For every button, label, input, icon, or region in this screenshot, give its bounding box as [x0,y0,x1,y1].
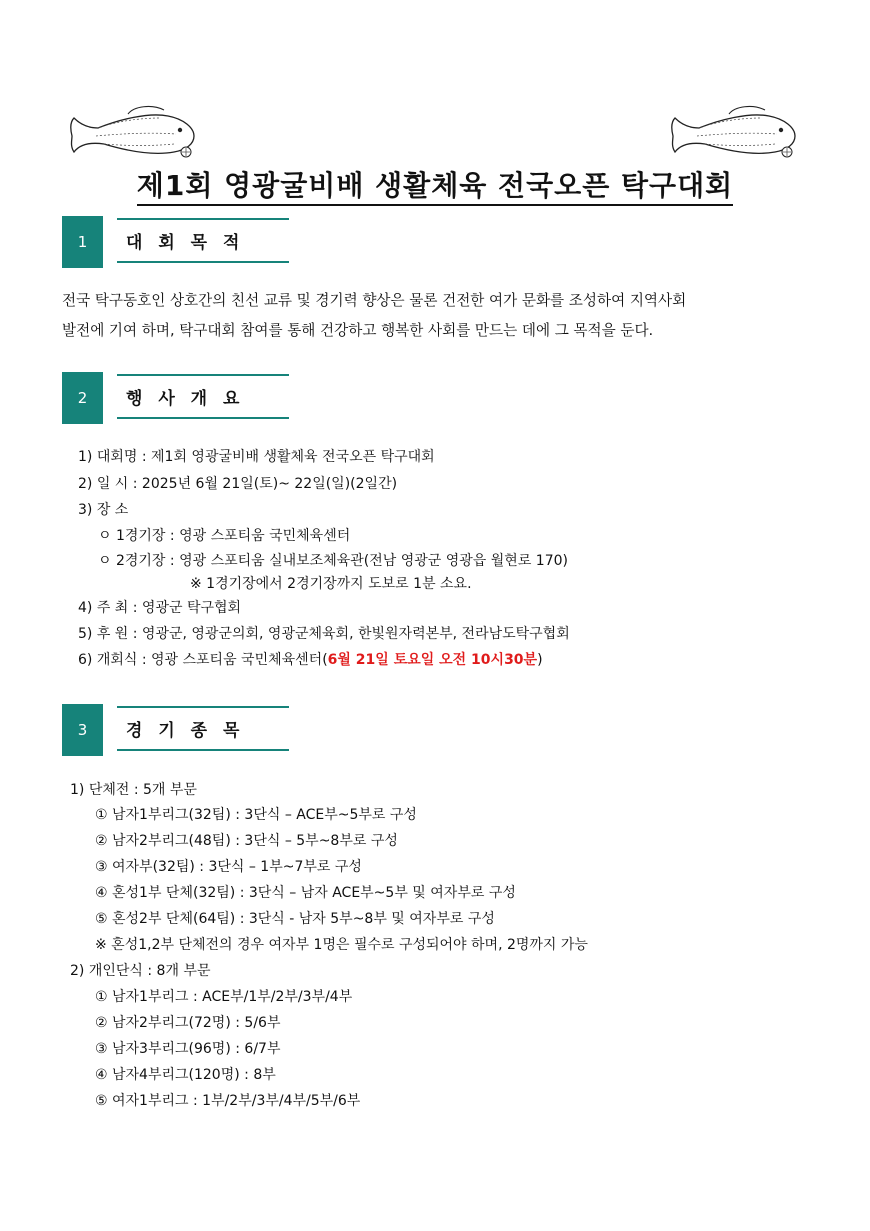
purpose-line: 발전에 기여 하며, 탁구대회 참여를 통해 건강하고 행복한 사회를 만드는 데에 그 목적을 둔다. [62,322,654,339]
team-event-note: ※ 혼성1,2부 단체전의 경우 여자부 1명은 필수로 구성되어야 하며, 2명까지 가능 [95,937,588,953]
overview-item: 2) 일 시 : 2025년 6월 21일(토)~ 22일(일)(2일간) [78,476,398,492]
team-events-heading: 1) 단체전 : 5개 부문 [70,782,197,798]
section-label: 대 회 목 적 [117,218,289,263]
single-event-item: ⑤ 여자1부리그 : 1부/2부/3부/4부/5부/6부 [95,1093,361,1109]
team-event-item: ① 남자1부리그(32팀) : 3단식 – ACE부~5부로 구성 [95,807,417,823]
section-header-purpose [62,216,292,268]
single-events-heading: 2) 개인단식 : 8개 부문 [70,963,211,979]
section-header-overview [62,372,292,424]
page-title: 제1회 영광굴비배 생활체육 전국오픈 탁구대회 [0,164,870,204]
opening-ceremony-label: 6) 개회식 : 영광 스포티움 국민체육센터( [78,652,328,668]
section-number: 2 [62,372,103,424]
overview-note: ※ 1경기장에서 2경기장까지 도보로 1분 소요. [190,576,472,592]
fish-illustration-left [68,100,200,164]
overview-item: 3) 장 소 [78,502,129,518]
single-event-item: ③ 남자3부리그(96명) : 6/7부 [95,1041,281,1057]
section-number: 3 [62,704,103,756]
purpose-paragraph [62,286,810,346]
overview-subitem: ㅇ 2경기장 : 영광 스포티움 실내보조체육관(전남 영광군 영광읍 월현로 170) [98,553,568,569]
section-label: 행 사 개 요 [117,374,289,419]
team-event-item: ④ 혼성1부 단체(32팀) : 3단식 – 남자 ACE부~5부 및 여자부로 구성 [95,885,516,901]
opening-ceremony-time: 6월 21일 토요일 오전 10시30분 [327,652,538,668]
overview-item: 5) 후 원 : 영광군, 영광군의회, 영광군체육회, 한빛원자력본부, 전라남도탁구협회 [78,626,570,642]
section-header-events [62,704,292,756]
purpose-line: 전국 탁구동호인 상호간의 친선 교류 및 경기력 향상은 물론 건전한 여가 문화를 조성하여 지역사회 [62,292,687,309]
overview-item: 4) 주 최 : 영광군 탁구협회 [78,600,242,616]
section-number: 1 [62,216,103,268]
single-event-item: ④ 남자4부리그(120명) : 8부 [95,1067,276,1083]
opening-ceremony-close: ) [537,652,543,668]
team-event-item: ② 남자2부리그(48팀) : 3단식 – 5부~8부로 구성 [95,833,398,849]
overview-item [78,650,543,670]
overview-item: 1) 대회명 : 제1회 영광굴비배 생활체육 전국오픈 탁구대회 [78,449,435,465]
single-event-item: ② 남자2부리그(72명) : 5/6부 [95,1015,281,1031]
single-event-item: ① 남자1부리그 : ACE부/1부/2부/3부/4부 [95,989,353,1005]
team-event-item: ③ 여자부(32팀) : 3단식 – 1부~7부로 구성 [95,859,362,875]
section-label: 경 기 종 목 [117,706,289,751]
fish-illustration-right [668,100,802,164]
team-event-item: ⑤ 혼성2부 단체(64팀) : 3단식 - 남자 5부~8부 및 여자부로 구성 [95,911,495,927]
overview-subitem: ㅇ 1경기장 : 영광 스포티움 국민체육센터 [98,528,351,544]
